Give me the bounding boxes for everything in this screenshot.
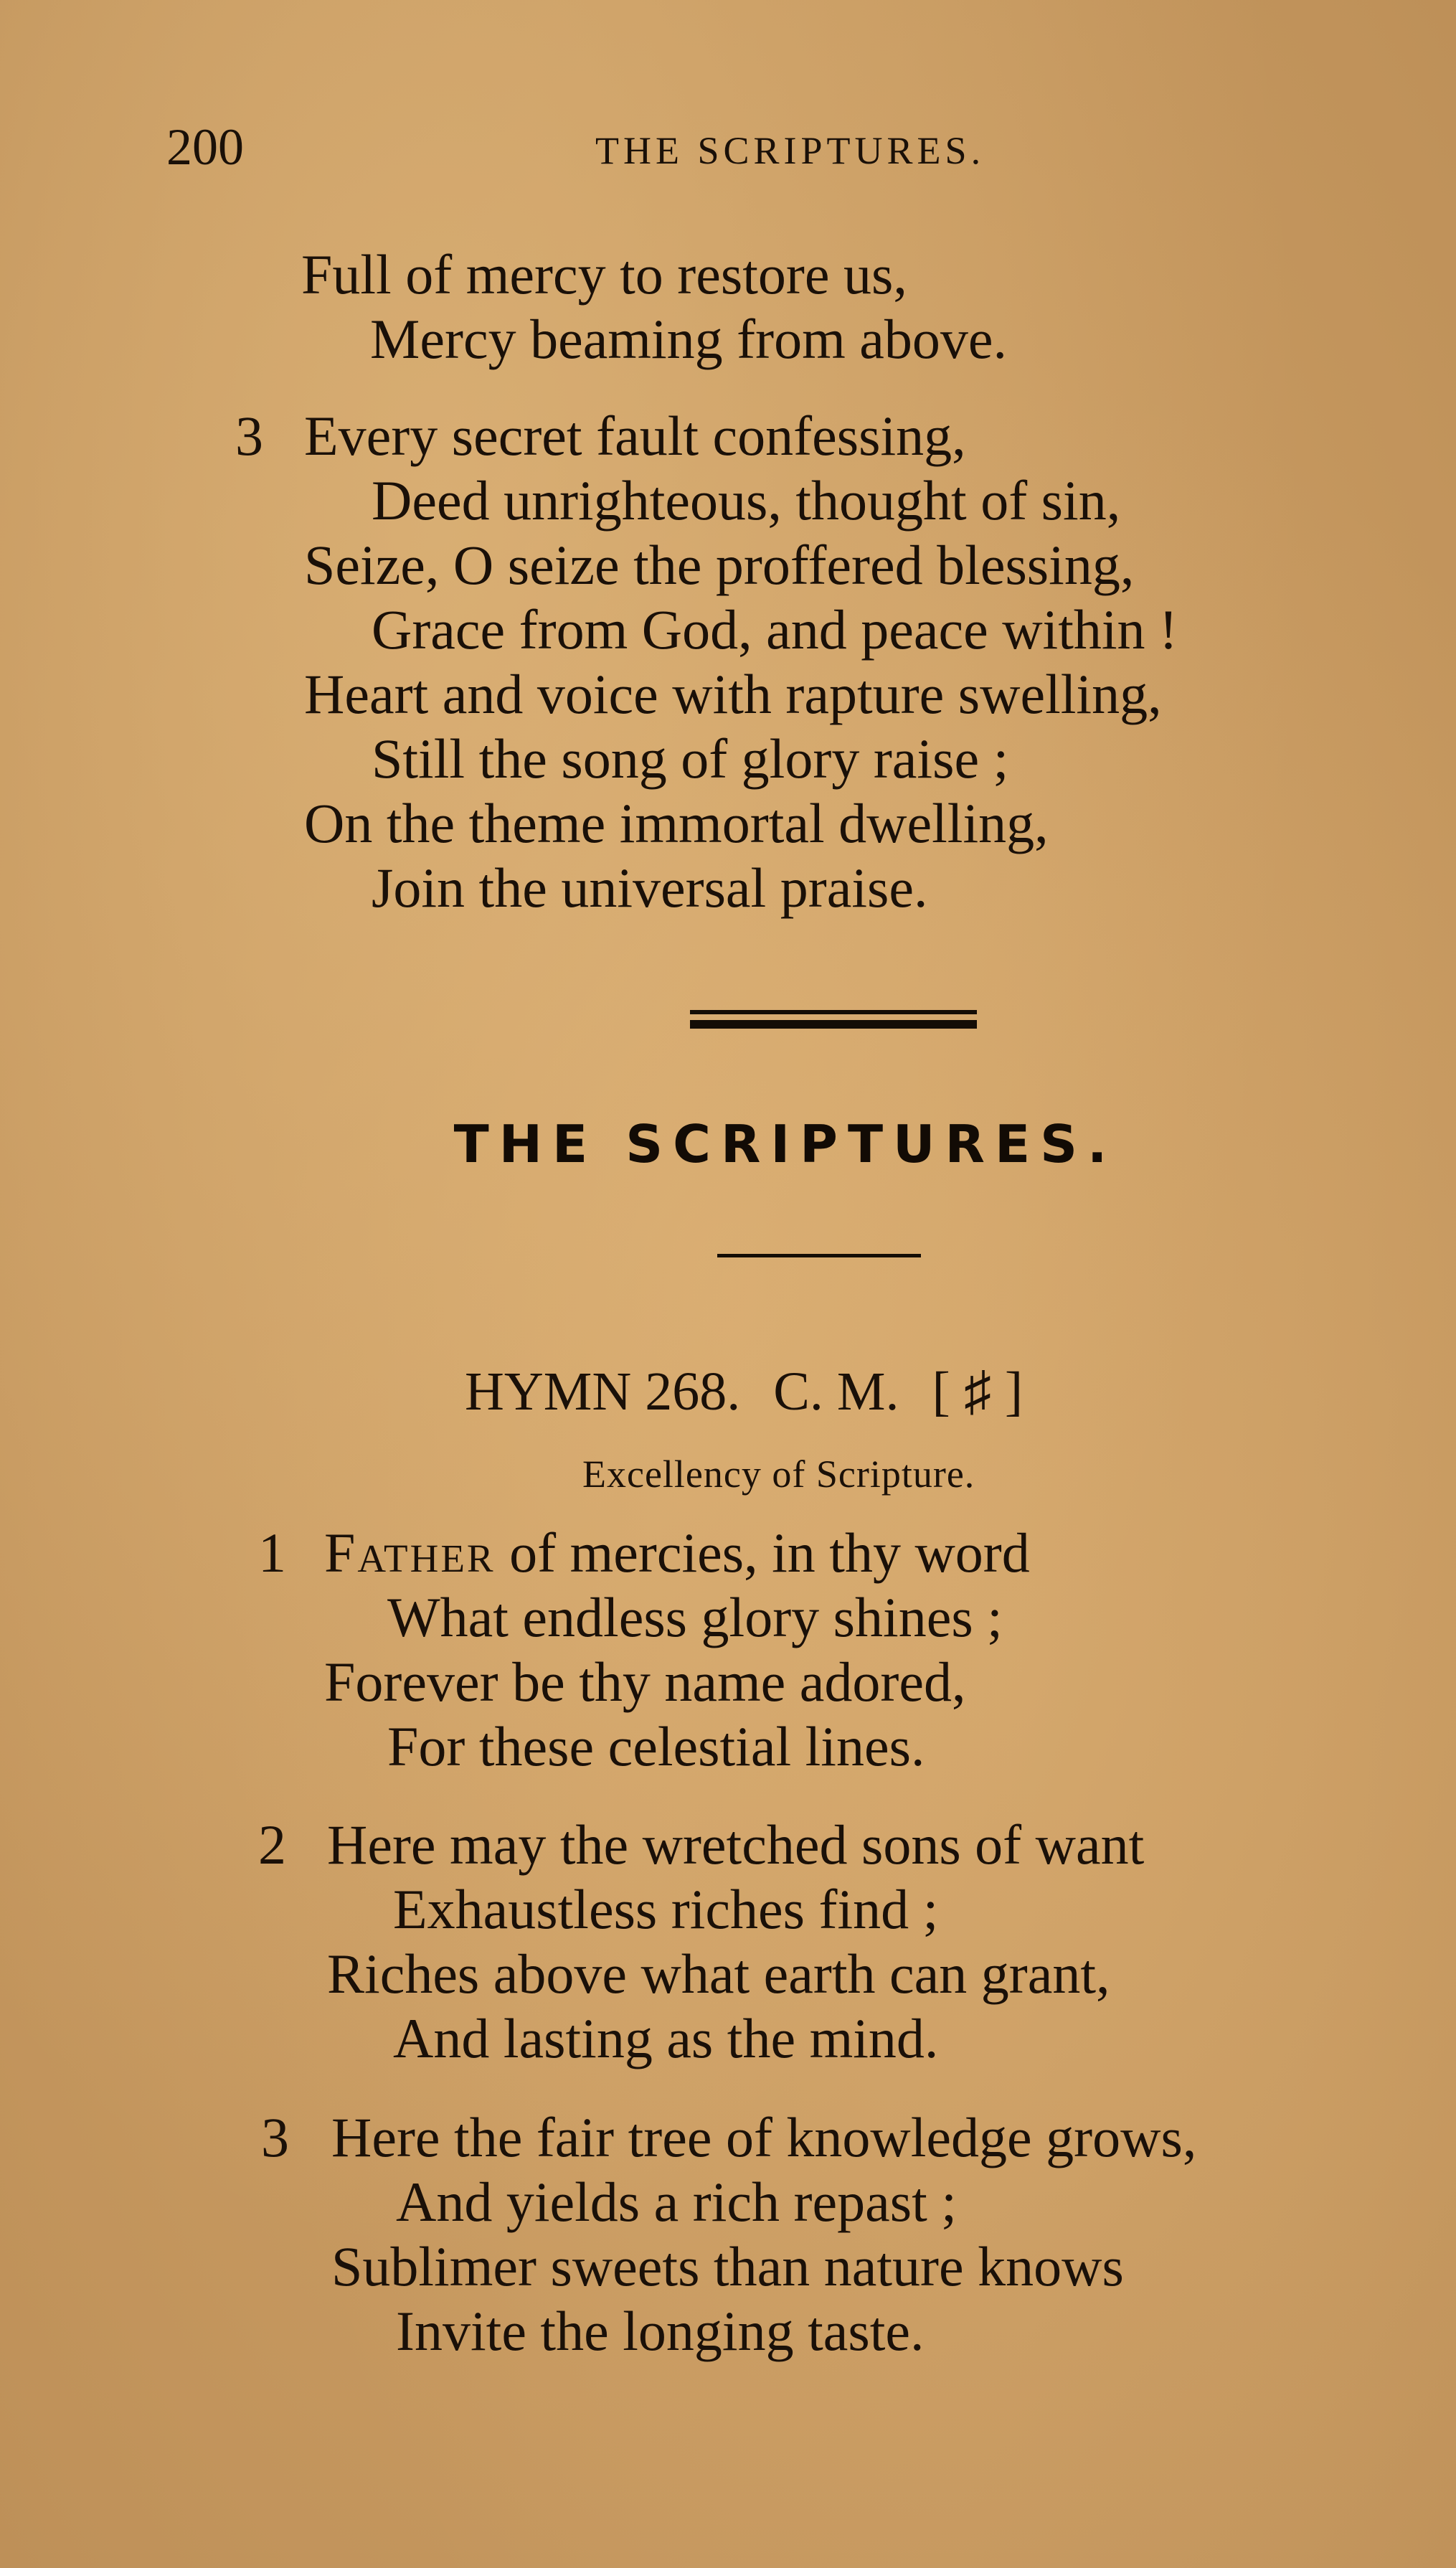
verse-line: Here the fair tree of knowledge grows, bbox=[331, 2106, 1197, 2168]
stanza-number: 3 bbox=[235, 405, 263, 467]
divider-rule-thick bbox=[690, 1020, 977, 1029]
verse-line: Join the universal praise. bbox=[372, 856, 928, 919]
section-title: THE SCRIPTURES. bbox=[453, 1114, 1117, 1174]
verse-line: Seize, O seize the proffered blessing, bbox=[304, 534, 1135, 596]
verse-line: For these celestial lines. bbox=[387, 1715, 925, 1778]
stanza-number: 1 bbox=[258, 1521, 286, 1584]
hymn-header bbox=[465, 1359, 1056, 1424]
verse-line: Heart and voice with rapture swelling, bbox=[304, 663, 1162, 725]
verse-line-rest: of mercies, in thy word bbox=[495, 1521, 1030, 1584]
hymn-label: HYMN 268. bbox=[465, 1361, 741, 1422]
hymn-subtitle: Excellency of Scripture. bbox=[582, 1453, 975, 1496]
verse-line: Here may the wretched sons of want bbox=[327, 1813, 1145, 1876]
page-header bbox=[0, 115, 1456, 179]
verse-line bbox=[324, 1521, 1030, 1585]
verse-line: Forever be thy name adored, bbox=[324, 1651, 966, 1713]
verse-line: Every secret fault confessing, bbox=[304, 405, 966, 467]
verse-line: Invite the longing taste. bbox=[396, 2300, 925, 2362]
hymn-meter: C. M. bbox=[773, 1361, 899, 1422]
stanza-number: 2 bbox=[258, 1813, 286, 1876]
divider-rule-top bbox=[690, 1010, 977, 1014]
verse-line: Full of mercy to restore us, bbox=[301, 243, 907, 306]
verse-line: Riches above what earth can grant, bbox=[327, 1942, 1110, 2005]
verse-line: What endless glory shines ; bbox=[387, 1586, 1003, 1648]
verse-line: Deed unrighteous, thought of sin, bbox=[372, 469, 1121, 532]
verse-line: Grace from God, and peace within ! bbox=[372, 598, 1178, 661]
verse-line: Still the song of glory raise ; bbox=[372, 727, 1009, 790]
verse-line: Sublimer sweets than nature knows bbox=[331, 2235, 1124, 2298]
verse-line: And lasting as the mind. bbox=[393, 2007, 939, 2069]
verse-line: Mercy beaming from above. bbox=[370, 308, 1008, 370]
divider-rule-short bbox=[717, 1254, 921, 1257]
verse-line: On the theme immortal dwelling, bbox=[304, 792, 1049, 854]
verse-line: Exhaustless riches find ; bbox=[393, 1878, 939, 1940]
page-number: 200 bbox=[166, 118, 244, 176]
hymn-tune-mark: [ ♯ ] bbox=[932, 1361, 1024, 1422]
verse-first-word: Father bbox=[324, 1521, 496, 1584]
stanza-number: 3 bbox=[261, 2106, 289, 2168]
running-head: THE SCRIPTURES. bbox=[595, 129, 985, 172]
verse-line: And yields a rich repast ; bbox=[396, 2171, 957, 2233]
